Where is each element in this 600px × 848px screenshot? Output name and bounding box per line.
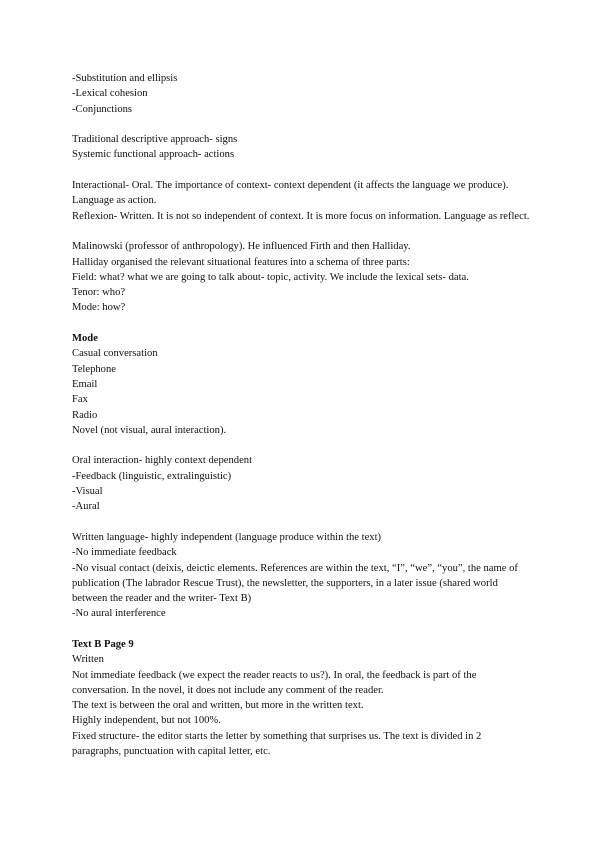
oral-line: Oral interaction- highly context dependent bbox=[72, 455, 253, 467]
written-no-feedback: -No immediate feedback bbox=[72, 547, 177, 559]
paragraph-gap bbox=[72, 163, 532, 178]
interaction-section bbox=[72, 178, 532, 224]
mode-item: Novel (not visual, aural interaction). bbox=[72, 424, 227, 436]
cohesion-item: -Substitution and ellipsis bbox=[72, 73, 178, 84]
oral-line: -Feedback (linguistic, extralinguistic) bbox=[72, 470, 232, 482]
cohesion-item: -Conjunctions bbox=[72, 103, 133, 115]
halliday-section bbox=[72, 239, 532, 315]
approach-line: Traditional descriptive approach- signs bbox=[72, 134, 238, 146]
approaches-section bbox=[72, 132, 532, 163]
mode-item: Email bbox=[72, 378, 98, 390]
mode-item: Telephone bbox=[72, 363, 116, 375]
oral-line: -Aural bbox=[72, 501, 100, 513]
text-b-independent: Highly independent, but not 100%. bbox=[72, 715, 221, 727]
text-b-structure: Fixed structure- the editor starts the letter by something that surprises us. The text is divided in 2 paragraphs, punctuation with capital letter, etc. bbox=[72, 730, 482, 758]
mode-item: Casual conversation bbox=[72, 348, 158, 360]
paragraph-gap bbox=[72, 438, 532, 453]
paragraph-gap bbox=[72, 622, 532, 637]
text-b-section bbox=[72, 637, 532, 759]
mode-heading: Mode bbox=[72, 333, 98, 345]
paragraph-gap bbox=[72, 515, 532, 530]
reflexion-paragraph: Reflexion- Written. It is not so independent of context. It is more focus on information. Language as reflect. bbox=[72, 210, 530, 222]
cohesion-list bbox=[72, 71, 532, 117]
document-page bbox=[72, 71, 532, 759]
written-title: Written language- highly independent (language produce within the text) bbox=[72, 531, 382, 543]
halliday-line: Malinowski (professor of anthropology). He influenced Firth and then Halliday. bbox=[72, 241, 411, 253]
text-b-feedback: Not immediate feedback (we expect the reader reacts to us?). In oral, the feedback is part of the conversation. In the novel, it does not include any comment of the reader. bbox=[72, 669, 477, 696]
cohesion-item: -Lexical cohesion bbox=[72, 88, 148, 100]
oral-line: -Visual bbox=[72, 486, 103, 498]
halliday-line: Halliday organised the relevant situational features into a schema of three parts: bbox=[72, 256, 410, 268]
written-section bbox=[72, 530, 532, 622]
written-no-aural: -No aural interference bbox=[72, 608, 166, 620]
oral-section bbox=[72, 453, 532, 514]
paragraph-gap bbox=[72, 117, 532, 132]
text-b-between: The text is between the oral and written, but more in the written text. bbox=[72, 700, 364, 712]
halliday-line: Field: what? what we are going to talk about- topic, activity. We include the lexical sets- data. bbox=[72, 271, 469, 283]
halliday-line: Mode: how? bbox=[72, 302, 126, 314]
mode-section bbox=[72, 331, 532, 438]
paragraph-gap bbox=[72, 224, 532, 239]
interactional-paragraph: Interactional- Oral. The importance of context- context dependent (it affects the language we produce). Language as action. bbox=[72, 180, 509, 207]
text-b-heading: Text B Page 9 bbox=[72, 638, 134, 650]
halliday-line: Tenor: who? bbox=[72, 287, 126, 299]
paragraph-gap bbox=[72, 316, 532, 331]
text-b-type: Written bbox=[72, 654, 104, 666]
approach-line: Systemic functional approach- actions bbox=[72, 149, 235, 161]
mode-item: Fax bbox=[72, 394, 88, 406]
written-no-visual: -No visual contact (deixis, deictic elements. References are within the text, “I”, “we”, “you”, the name of publication (The labrador Rescue Trust), the newsletter, the supporters, in a later issue (shared world between the reader and the writer- Text B) bbox=[72, 562, 518, 605]
mode-item: Radio bbox=[72, 409, 98, 421]
